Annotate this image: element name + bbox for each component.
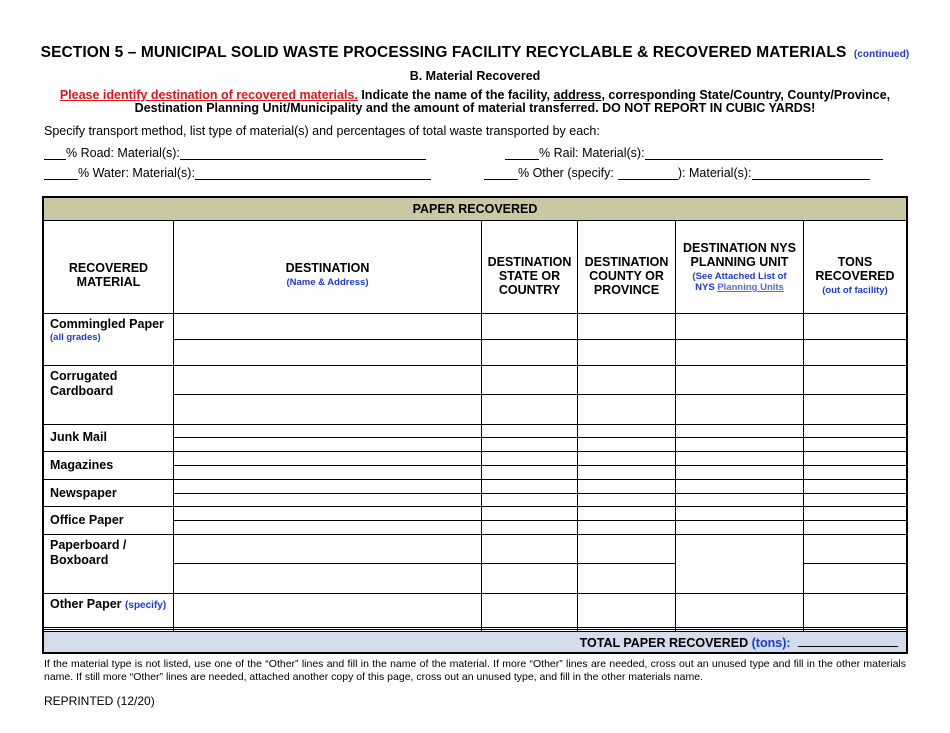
destination-cell[interactable] <box>174 424 482 438</box>
col-planning-note-b: NYS <box>695 282 715 293</box>
material-paperboard <box>44 535 174 594</box>
planning-cell[interactable] <box>676 424 804 438</box>
table-row <box>44 395 907 424</box>
table-row <box>44 339 907 365</box>
destination-cell[interactable] <box>174 339 482 365</box>
col-county-label: DESTINATION COUNTY OR PROVINCE <box>584 255 669 297</box>
col-state <box>482 221 578 314</box>
county-cell[interactable] <box>578 535 676 564</box>
table-row <box>44 452 907 466</box>
material-label: Newspaper <box>50 485 117 500</box>
county-cell[interactable] <box>578 438 676 452</box>
material-note: (all grades) <box>50 332 101 343</box>
planning-cell[interactable] <box>676 438 804 452</box>
planning-cell[interactable] <box>676 452 804 466</box>
page-title <box>0 44 950 62</box>
other-percent-field[interactable] <box>484 167 518 180</box>
table-row <box>44 507 907 521</box>
material-magazines <box>44 452 174 480</box>
tons-cell[interactable] <box>804 438 907 452</box>
planning-cell[interactable] <box>676 339 804 365</box>
instructions <box>40 89 910 115</box>
col-destination-label: DESTINATION <box>285 260 370 275</box>
section-title: SECTION 5 – MUNICIPAL SOLID WASTE PROCESSING FACILITY RECYCLABLE & RECOVERED MATERIALS <box>40 44 847 61</box>
material-newspaper <box>44 479 174 507</box>
state-cell[interactable] <box>482 507 578 521</box>
instruction-text-2: , corresponding State/Country, County/Province, Destination Planning Unit/Municipality and the amount of material transferred. DO NOT REPORT IN CUBIC YARDS! <box>134 88 891 115</box>
destination-cell[interactable] <box>174 314 482 340</box>
tons-cell[interactable] <box>804 521 907 535</box>
table-row <box>44 593 907 628</box>
destination-cell[interactable] <box>174 438 482 452</box>
state-cell[interactable] <box>482 466 578 480</box>
tons-cell[interactable] <box>804 564 907 593</box>
total-unit: (tons): <box>751 636 791 650</box>
table-row <box>44 493 907 507</box>
table-row <box>44 424 907 438</box>
rail-percent-field[interactable] <box>505 147 539 160</box>
tons-cell[interactable] <box>804 452 907 466</box>
destination-cell[interactable] <box>174 593 482 628</box>
county-cell[interactable] <box>578 424 676 438</box>
tons-cell[interactable] <box>804 507 907 521</box>
state-cell[interactable] <box>482 479 578 493</box>
table-row <box>44 438 907 452</box>
water-percent-field[interactable] <box>44 167 78 180</box>
planning-cell[interactable] <box>676 507 804 521</box>
material-other-paper <box>44 593 174 628</box>
total-tons-field[interactable] <box>798 634 898 647</box>
county-cell[interactable] <box>578 365 676 394</box>
state-cell[interactable] <box>482 424 578 438</box>
material-label: Office Paper <box>50 513 124 528</box>
material-label: Corrugated Cardboard <box>50 368 118 398</box>
subtitle: B. Material Recovered <box>409 69 541 83</box>
water-label: % Water: Material(s): <box>78 166 195 180</box>
tons-cell[interactable] <box>804 339 907 365</box>
col-tons <box>804 221 907 314</box>
planning-units-link[interactable]: Planning Units <box>717 282 784 293</box>
other-line <box>484 166 870 180</box>
tons-cell[interactable] <box>804 314 907 340</box>
county-cell[interactable] <box>578 593 676 628</box>
col-material <box>44 221 174 314</box>
water-line <box>44 166 431 180</box>
destination-cell[interactable] <box>174 395 482 424</box>
destination-cell[interactable] <box>174 452 482 466</box>
rail-materials-field[interactable] <box>645 147 883 160</box>
material-label: Other Paper <box>50 596 122 611</box>
table-row <box>44 314 907 340</box>
county-cell[interactable] <box>578 521 676 535</box>
state-cell[interactable] <box>482 314 578 340</box>
state-cell[interactable] <box>482 365 578 394</box>
state-cell[interactable] <box>482 564 578 593</box>
other-label: % Other (specify: <box>518 166 614 180</box>
table-row <box>44 479 907 493</box>
planning-cell[interactable] <box>676 493 804 507</box>
destination-cell[interactable] <box>174 479 482 493</box>
col-material-label: RECOVERED MATERIAL <box>68 261 149 289</box>
material-corrugated <box>44 365 174 424</box>
col-destination-note: (Name & Address) <box>286 276 369 288</box>
destination-cell[interactable] <box>174 466 482 480</box>
footnote: If the material type is not listed, use one of the “Other” lines and fill in the name of the material. If more “Other” lines are needed, cross out an unused type and fill in the other materials name. If still more “Other” lines are needed, attached another copy of this page, cross out an unused type, and fill in the other materials name. <box>44 658 906 683</box>
table-row <box>44 466 907 480</box>
state-cell[interactable] <box>482 493 578 507</box>
table-row <box>44 365 907 394</box>
other-label-2: ): Material(s): <box>677 166 752 180</box>
road-line <box>44 146 426 160</box>
county-cell[interactable] <box>578 452 676 466</box>
tons-cell[interactable] <box>804 493 907 507</box>
destination-cell[interactable] <box>174 564 482 593</box>
county-cell[interactable] <box>578 395 676 424</box>
paper-recovered-table <box>42 196 908 654</box>
instruction-address: address <box>553 88 602 102</box>
county-cell[interactable] <box>578 493 676 507</box>
planning-cell[interactable] <box>676 479 804 493</box>
material-office-paper <box>44 507 174 535</box>
table-row <box>44 521 907 535</box>
total-row <box>44 632 907 653</box>
reprinted-label: REPRINTED (12/20) <box>44 694 155 708</box>
rail-label: % Rail: Material(s): <box>539 146 645 160</box>
tons-cell[interactable] <box>804 365 907 394</box>
other-specify-field[interactable] <box>618 167 678 180</box>
county-cell[interactable] <box>578 507 676 521</box>
material-commingled <box>44 314 174 366</box>
state-cell[interactable] <box>482 535 578 564</box>
county-cell[interactable] <box>578 466 676 480</box>
continued-label: (continued) <box>853 49 910 60</box>
tons-cell[interactable] <box>804 479 907 493</box>
tons-cell[interactable] <box>804 535 907 564</box>
planning-cell[interactable] <box>676 535 804 594</box>
county-cell[interactable] <box>578 314 676 340</box>
road-label: % Road: Material(s): <box>66 146 180 160</box>
tons-cell[interactable] <box>804 593 907 628</box>
county-cell[interactable] <box>578 479 676 493</box>
instruction-text-1: Indicate the name of the facility, <box>357 88 554 102</box>
road-materials-field[interactable] <box>180 147 426 160</box>
material-label: Magazines <box>50 458 114 473</box>
destination-cell[interactable] <box>174 535 482 564</box>
table-row <box>44 535 907 564</box>
destination-cell[interactable] <box>174 365 482 394</box>
col-planning <box>676 221 804 314</box>
material-junk-mail <box>44 424 174 452</box>
rail-line <box>505 146 883 160</box>
material-label: Junk Mail <box>50 430 107 445</box>
col-destination <box>174 221 482 314</box>
planning-cell[interactable] <box>676 365 804 394</box>
state-cell[interactable] <box>482 339 578 365</box>
transport-instructions: Specify transport method, list type of material(s) and percentages of total waste transported by each: <box>44 124 600 138</box>
total-label: TOTAL PAPER RECOVERED <box>579 636 749 650</box>
planning-cell[interactable] <box>676 521 804 535</box>
state-cell[interactable] <box>482 521 578 535</box>
planning-cell[interactable] <box>676 314 804 340</box>
tons-cell[interactable] <box>804 424 907 438</box>
other-materials-field[interactable] <box>752 167 870 180</box>
material-label: Paperboard / Boxboard <box>50 538 127 568</box>
col-planning-note: (See Attached List of <box>692 271 787 282</box>
state-cell[interactable] <box>482 438 578 452</box>
state-cell[interactable] <box>482 452 578 466</box>
tons-cell[interactable] <box>804 395 907 424</box>
destination-cell[interactable] <box>174 493 482 507</box>
col-county <box>578 221 676 314</box>
instruction-highlight: Please identify destination of recovered materials. <box>59 88 358 102</box>
road-percent-field[interactable] <box>44 147 66 160</box>
col-state-label: DESTINATION STATE OR COUNTRY <box>487 255 572 297</box>
state-cell[interactable] <box>482 395 578 424</box>
col-tons-label: TONS RECOVERED <box>815 254 895 283</box>
county-cell[interactable] <box>578 339 676 365</box>
state-cell[interactable] <box>482 593 578 628</box>
planning-cell[interactable] <box>676 466 804 480</box>
destination-cell[interactable] <box>174 507 482 521</box>
table-title: PAPER RECOVERED <box>44 198 907 221</box>
planning-cell[interactable] <box>676 593 804 628</box>
col-tons-note: (out of facility) <box>822 284 888 296</box>
county-cell[interactable] <box>578 564 676 593</box>
planning-cell[interactable] <box>676 395 804 424</box>
destination-cell[interactable] <box>174 521 482 535</box>
col-planning-label: DESTINATION NYS PLANNING UNIT <box>683 241 796 269</box>
tons-cell[interactable] <box>804 466 907 480</box>
material-note: (specify) <box>125 599 167 611</box>
material-label: Commingled Paper <box>50 317 164 331</box>
water-materials-field[interactable] <box>195 167 431 180</box>
